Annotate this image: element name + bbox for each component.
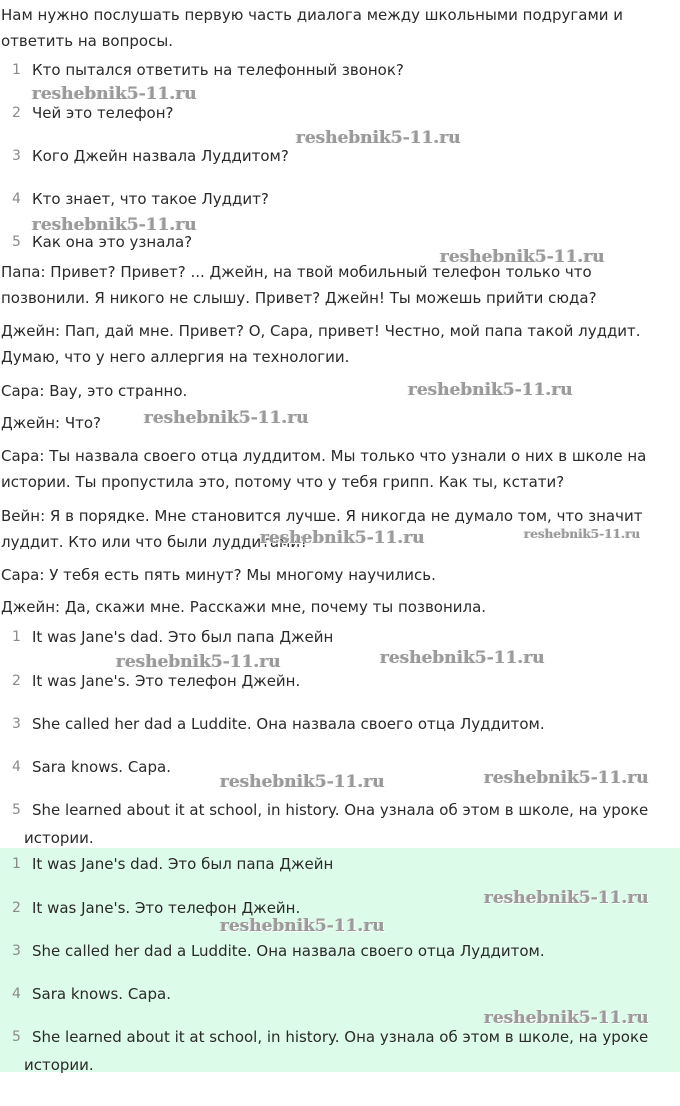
- question-number: 3: [12, 148, 21, 164]
- question-text: Чей это телефон?: [32, 104, 174, 122]
- intro-text: Нам нужно послушать первую часть диалога между школьными подругами и ответить на вопросы.: [1, 6, 624, 50]
- watermark: reshebnik5-11.ru: [484, 888, 649, 908]
- answer-text: It was Jane's. Это телефон Джейн.: [32, 672, 301, 690]
- answer-number: 3: [12, 716, 21, 732]
- answer-text: She learned about it at school, in history. Она узнала об этом в школе, на уроке: [32, 1028, 649, 1046]
- question-text: Кто пытался ответить на телефонный звонок?: [32, 61, 404, 79]
- answer-number: 1: [12, 629, 21, 645]
- answer-number: 2: [12, 900, 21, 916]
- question-text: Как она это узнала?: [32, 233, 193, 251]
- answer-text-wrapped: [24, 796, 672, 852]
- answer-number: 5: [12, 802, 21, 818]
- watermark: reshebnik5-11.ru: [220, 772, 385, 792]
- watermark: reshebnik5-11.ru: [116, 652, 281, 672]
- dialogue-line: Джейн: Что?: [1, 414, 101, 432]
- dialogue-line: Сара: Ты назвала своего отца луддитом. Мы только что узнали о них в школе на истории. Ты пропустила это, потому что у тебя грипп. Как ты, кстати?: [1, 447, 647, 491]
- watermark: reshebnik5-11.ru: [484, 768, 649, 788]
- answer-text: Sara knows. Сара.: [32, 758, 171, 776]
- answer-text: Sara knows. Сара.: [32, 985, 171, 1003]
- watermark: reshebnik5-11.ru: [524, 527, 641, 541]
- watermark: reshebnik5-11.ru: [144, 408, 309, 428]
- question-text: Кто знает, что такое Луддит?: [32, 190, 269, 208]
- watermark: reshebnik5-11.ru: [32, 215, 197, 235]
- question-number: 2: [12, 105, 21, 121]
- answer-number: 5: [12, 1029, 21, 1045]
- answer-text-continuation: истории.: [24, 1056, 94, 1074]
- answer-number: 2: [12, 673, 21, 689]
- question-number: 1: [12, 62, 21, 78]
- answer-text-wrapped: [24, 1023, 672, 1079]
- answer-text: It was Jane's. Это телефон Джейн.: [32, 899, 301, 917]
- watermark: reshebnik5-11.ru: [380, 648, 545, 668]
- answer-number: 4: [12, 986, 21, 1002]
- answer-text: It was Jane's dad. Это был папа Джейн: [32, 855, 334, 873]
- dialogue-line: Папа: Привет? Привет? ... Джейн, на твой мобильный телефон только что позвонили. Я никого не слышу. Привет? Джейн! Ты можешь прийти сюда?: [1, 263, 597, 307]
- watermark: reshebnik5-11.ru: [484, 1008, 649, 1028]
- dialogue-line: Вейн: Я в порядке. Мне становится лучше. Я никогда не думало том, что значит луддит. Кто или что были луддитами?: [1, 507, 643, 551]
- question-number: 5: [12, 234, 21, 250]
- answer-text: She learned about it at school, in history. Она узнала об этом в школе, на уроке: [32, 801, 649, 819]
- answer-text-continuation: истории.: [24, 829, 94, 847]
- dialogue-line: Джейн: Да, скажи мне. Расскажи мне, почему ты позвонила.: [1, 598, 487, 616]
- answer-text: It was Jane's dad. Это был папа Джейн: [32, 628, 334, 646]
- answer-number: 4: [12, 759, 21, 775]
- question-number: 4: [12, 191, 21, 207]
- dialogue-line: Сара: У тебя есть пять минут? Мы многому научились.: [1, 566, 436, 584]
- answer-number: 1: [12, 856, 21, 872]
- watermark: reshebnik5-11.ru: [296, 128, 461, 148]
- watermark: reshebnik5-11.ru: [440, 247, 605, 267]
- dialogue-line: Сара: Вау, это странно.: [1, 382, 188, 400]
- watermark: reshebnik5-11.ru: [260, 528, 425, 548]
- question-text: Кого Джейн назвала Луддитом?: [32, 147, 289, 165]
- watermark: reshebnik5-11.ru: [32, 84, 197, 104]
- answer-number: 3: [12, 943, 21, 959]
- watermark: reshebnik5-11.ru: [220, 916, 385, 936]
- dialogue-line: Джейн: Пап, дай мне. Привет? О, Сара, привет! Честно, мой папа такой луддит. Думаю, что у него аллергия на технологии.: [1, 322, 641, 366]
- watermark: reshebnik5-11.ru: [408, 380, 573, 400]
- answer-text: She called her dad a Luddite. Она назвала своего отца Луддитом.: [32, 942, 545, 960]
- answer-text: She called her dad a Luddite. Она назвала своего отца Луддитом.: [32, 715, 545, 733]
